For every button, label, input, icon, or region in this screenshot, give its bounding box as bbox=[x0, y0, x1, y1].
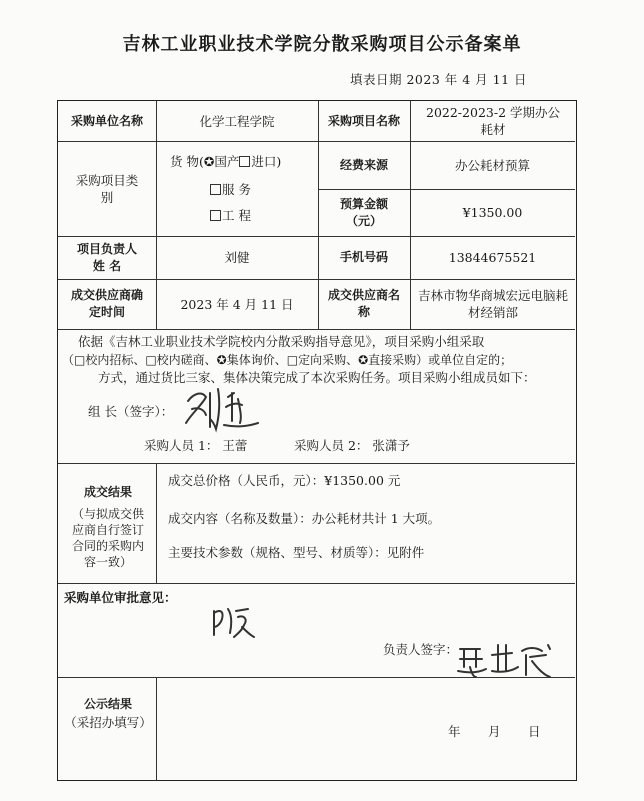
fund-value: 办公耗材预算 bbox=[454, 157, 530, 173]
member1: 采购人员 1： 王蕾 bbox=[144, 438, 248, 453]
engineering-text: 工 程 bbox=[222, 208, 251, 223]
publicity-year: 年 bbox=[448, 724, 461, 739]
service-option bbox=[210, 181, 251, 199]
approval-label: 采购单位审批意见： bbox=[64, 590, 177, 605]
goods-option bbox=[170, 153, 281, 171]
total-price: 成交总价格（人民币，元）：¥1350.00 元 bbox=[168, 473, 401, 488]
approval-head-signature-image bbox=[456, 641, 554, 681]
row-divider bbox=[58, 463, 575, 464]
leader-value: 刘健 bbox=[224, 250, 250, 265]
goods-domestic: 国产 bbox=[214, 154, 240, 169]
goods-import: 进口) bbox=[251, 154, 282, 169]
project-value: 2022-2023-2 学期办公耗材 bbox=[426, 105, 560, 137]
col-divider bbox=[156, 677, 157, 780]
supplier-label: 成交供应商名 称 bbox=[328, 288, 401, 319]
goods-text: 货 物( bbox=[170, 154, 204, 169]
page-title: 吉林工业职业技术学院分散采购项目公示备案单 bbox=[122, 34, 522, 55]
method-line1: 依据《吉林工业职业技术学院校内分散采购指导意见》，项目采购小组采取 bbox=[78, 334, 485, 349]
fill-date: 填表日期 2023 年 4 月 11 日 bbox=[350, 72, 528, 87]
publicity-label: 公示结果 bbox=[83, 696, 132, 711]
row-divider bbox=[58, 329, 575, 330]
checkbox-icon bbox=[210, 184, 221, 195]
category-label: 采购项目类 别 bbox=[75, 172, 139, 205]
fund-label: 经费来源 bbox=[339, 157, 388, 172]
phone-label: 手机号码 bbox=[339, 250, 388, 264]
engineering-option bbox=[210, 207, 251, 225]
supplier-value: 吉林市物华商城宏远电脑耗材经销部 bbox=[418, 288, 569, 320]
publicity-note: （采招办填写） bbox=[64, 714, 152, 730]
checkbox-icon bbox=[239, 156, 250, 167]
deal-content: 成交内容（名称及数量）：办公耗材共计 1 大项。 bbox=[168, 511, 441, 526]
tech-params: 主要技术参数（规格、型号、材质等）：见附件 bbox=[168, 545, 425, 560]
row-divider bbox=[58, 583, 575, 584]
leader-signature-image bbox=[182, 383, 262, 435]
publicity-day: 日 bbox=[528, 724, 541, 739]
domestic-checked-icon: ✪ bbox=[203, 154, 215, 169]
approval-sign-label: 负责人签字： bbox=[383, 642, 459, 657]
unit-value: 化学工程学院 bbox=[199, 113, 275, 129]
result-note: （与拟成交供应商自行签订合同的采购内容一致） bbox=[71, 507, 144, 569]
result-label: 成交结果 bbox=[83, 484, 132, 499]
leader-sign-label: 组 长（签字）： bbox=[88, 404, 174, 419]
unit-label: 采购单位名称 bbox=[70, 113, 143, 128]
col-divider bbox=[156, 463, 157, 583]
record-form bbox=[57, 100, 577, 781]
publicity-month: 月 bbox=[488, 724, 501, 739]
project-label: 采购项目名称 bbox=[327, 113, 400, 128]
phone-value: 13844675521 bbox=[448, 250, 537, 265]
member2: 采购人员 2： 张潇予 bbox=[294, 438, 410, 453]
time-label: 成交供应商确定时间 bbox=[70, 288, 143, 319]
budget-label: 预算金额（元） bbox=[339, 196, 388, 228]
budget-value: ¥1350.00 bbox=[462, 205, 523, 220]
service-text: 服 务 bbox=[222, 182, 251, 197]
method-line2: （□校内招标、□校内磋商、✪集体询价、□定向采购、✪直接采购）或单位自定的； bbox=[62, 353, 513, 367]
method-line3: 方式，通过货比三家、集体决策完成了本次采购任务。项目采购小组成员如下： bbox=[98, 370, 536, 385]
time-value: 2023 年 4 月 11 日 bbox=[180, 296, 294, 312]
approval-signature-image bbox=[208, 601, 258, 643]
leader-label: 项目负责人姓 名 bbox=[76, 241, 137, 273]
checkbox-icon bbox=[210, 210, 221, 221]
